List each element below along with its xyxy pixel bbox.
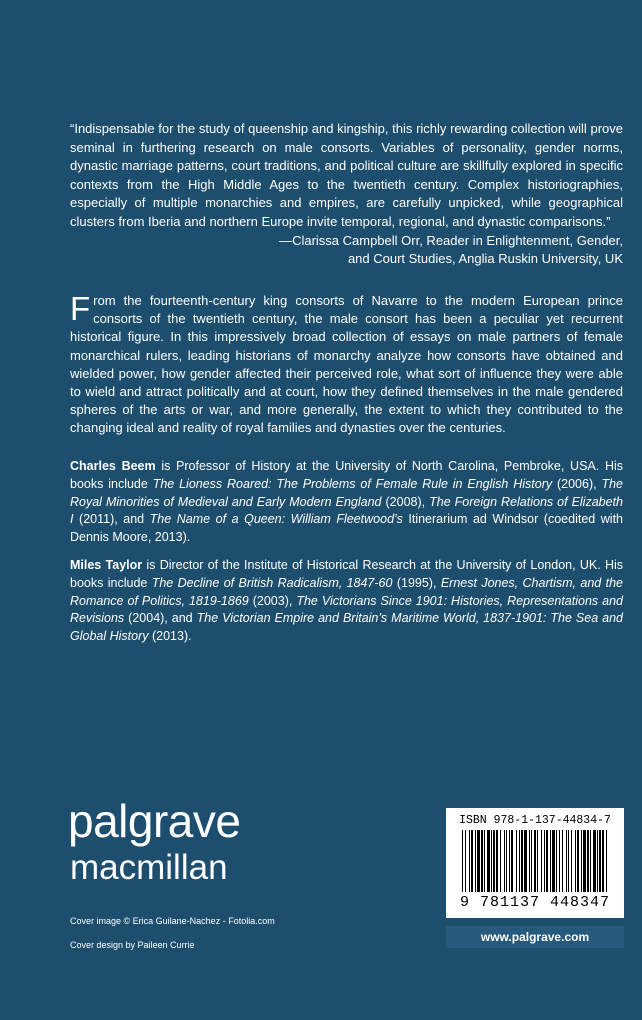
bio-text: (2008), [381, 494, 430, 509]
description-text: rom the fourteenth-century king consorts of Navarre to the modern European prince consorts of the twentieth century, the male consort has been a peculiar yet recurrent historical figure. In this impressively broad collection of essays on male partners of female monarchical rulers, leading historians of monarchy analyze how consorts have obtained and wielded power, how gender affected their perceived role, what sort of influence they were able to wield and attract politically and at court, how they defined themselves in the male gendered spheres of the arts or war, and more generally, the extent to which they contributed to the changing ideal and reality of royal families and dynasties over the centuries. [70, 293, 623, 436]
publisher-website[interactable]: www.palgrave.com [446, 926, 624, 948]
book-title: The Royal Minorities of Medieval and Early Modern England [70, 476, 623, 509]
book-title: The Victorian Empire and Britain’s Maritime World, 1837-1901: The Sea and Global History [70, 611, 623, 644]
book-title: The Name of a Queen: William Fleetwood’s [149, 512, 403, 527]
author-name: Miles Taylor [70, 558, 143, 572]
quote-attribution-line2: and Court Studies, Anglia Ruskin University, UK [347, 251, 623, 267]
logo-palgrave: palgrave [68, 795, 241, 847]
isbn-barcode [446, 808, 624, 918]
bio-text: (2006), [552, 476, 602, 491]
isbn-label: ISBN 978-1-137-44834-7 [459, 814, 611, 827]
bio-text: (2013). [148, 629, 192, 644]
author-bio-beem [70, 458, 623, 547]
author-bio-taylor [70, 557, 623, 646]
book-title: The Foreign Relations of Elizabeth I [70, 494, 623, 527]
book-title: The Lioness Roared: The Problems of Female Rule in English History [152, 476, 553, 491]
book-title: The Decline of British Radicalism, 1847-60 [151, 575, 393, 590]
bio-text: (1995), [392, 575, 441, 590]
bio-text: (2004), and [124, 611, 197, 626]
bio-text: is Professor of History at the University of North Carolina, Pembroke, USA. His books include [70, 459, 623, 491]
quote-attribution-line1: —Clarissa Campbell Orr, Reader in Enlightenment, Gender, [279, 232, 623, 248]
cover-design-credit: Cover design by Paileen Currie [70, 940, 195, 950]
publisher-logo [68, 795, 241, 887]
quote-text: “Indispensable for the study of queenship and kingship, this richly rewarding collection will prove seminal in furthering research on male consorts. Variables of personality, gender norms, dynastic marriage patterns, court traditions, and political culture are skillfully explored in specific contexts from the High Middle Ages to the twentieth century. Complex historiographies, especially of multiple monarchies and empires, are carefully unpicked, while geographical clusters from Iberia and northern Europe invite temporal, regional, and dynastic comparisons.” [70, 121, 623, 229]
ean-digits: 9 781137 448347 [459, 894, 611, 911]
drop-cap: F [70, 290, 91, 327]
cover-image-credit: Cover image © Erica Guilane-Nachez - Fotolia.com [70, 916, 275, 926]
author-name: Charles Beem [70, 459, 156, 473]
endorsement-quote [70, 120, 623, 269]
book-description [70, 292, 623, 438]
bio-text: Itinerarium ad Windsor (coedited with Dennis Moore, 2013). [70, 512, 623, 545]
logo-macmillan: macmillan [70, 848, 228, 887]
book-title: The Victorians Since 1901: Histories, Representations and Revisions [70, 593, 624, 626]
book-title: Ernest Jones, Chartism, and the Romance of Politics, 1819-1869 [70, 575, 623, 608]
bio-text: is Director of the Institute of Historical Research at the University of London, UK. His books include [70, 558, 623, 590]
bio-text: (2011), and [73, 512, 150, 527]
bio-text: (2003), [248, 593, 297, 608]
